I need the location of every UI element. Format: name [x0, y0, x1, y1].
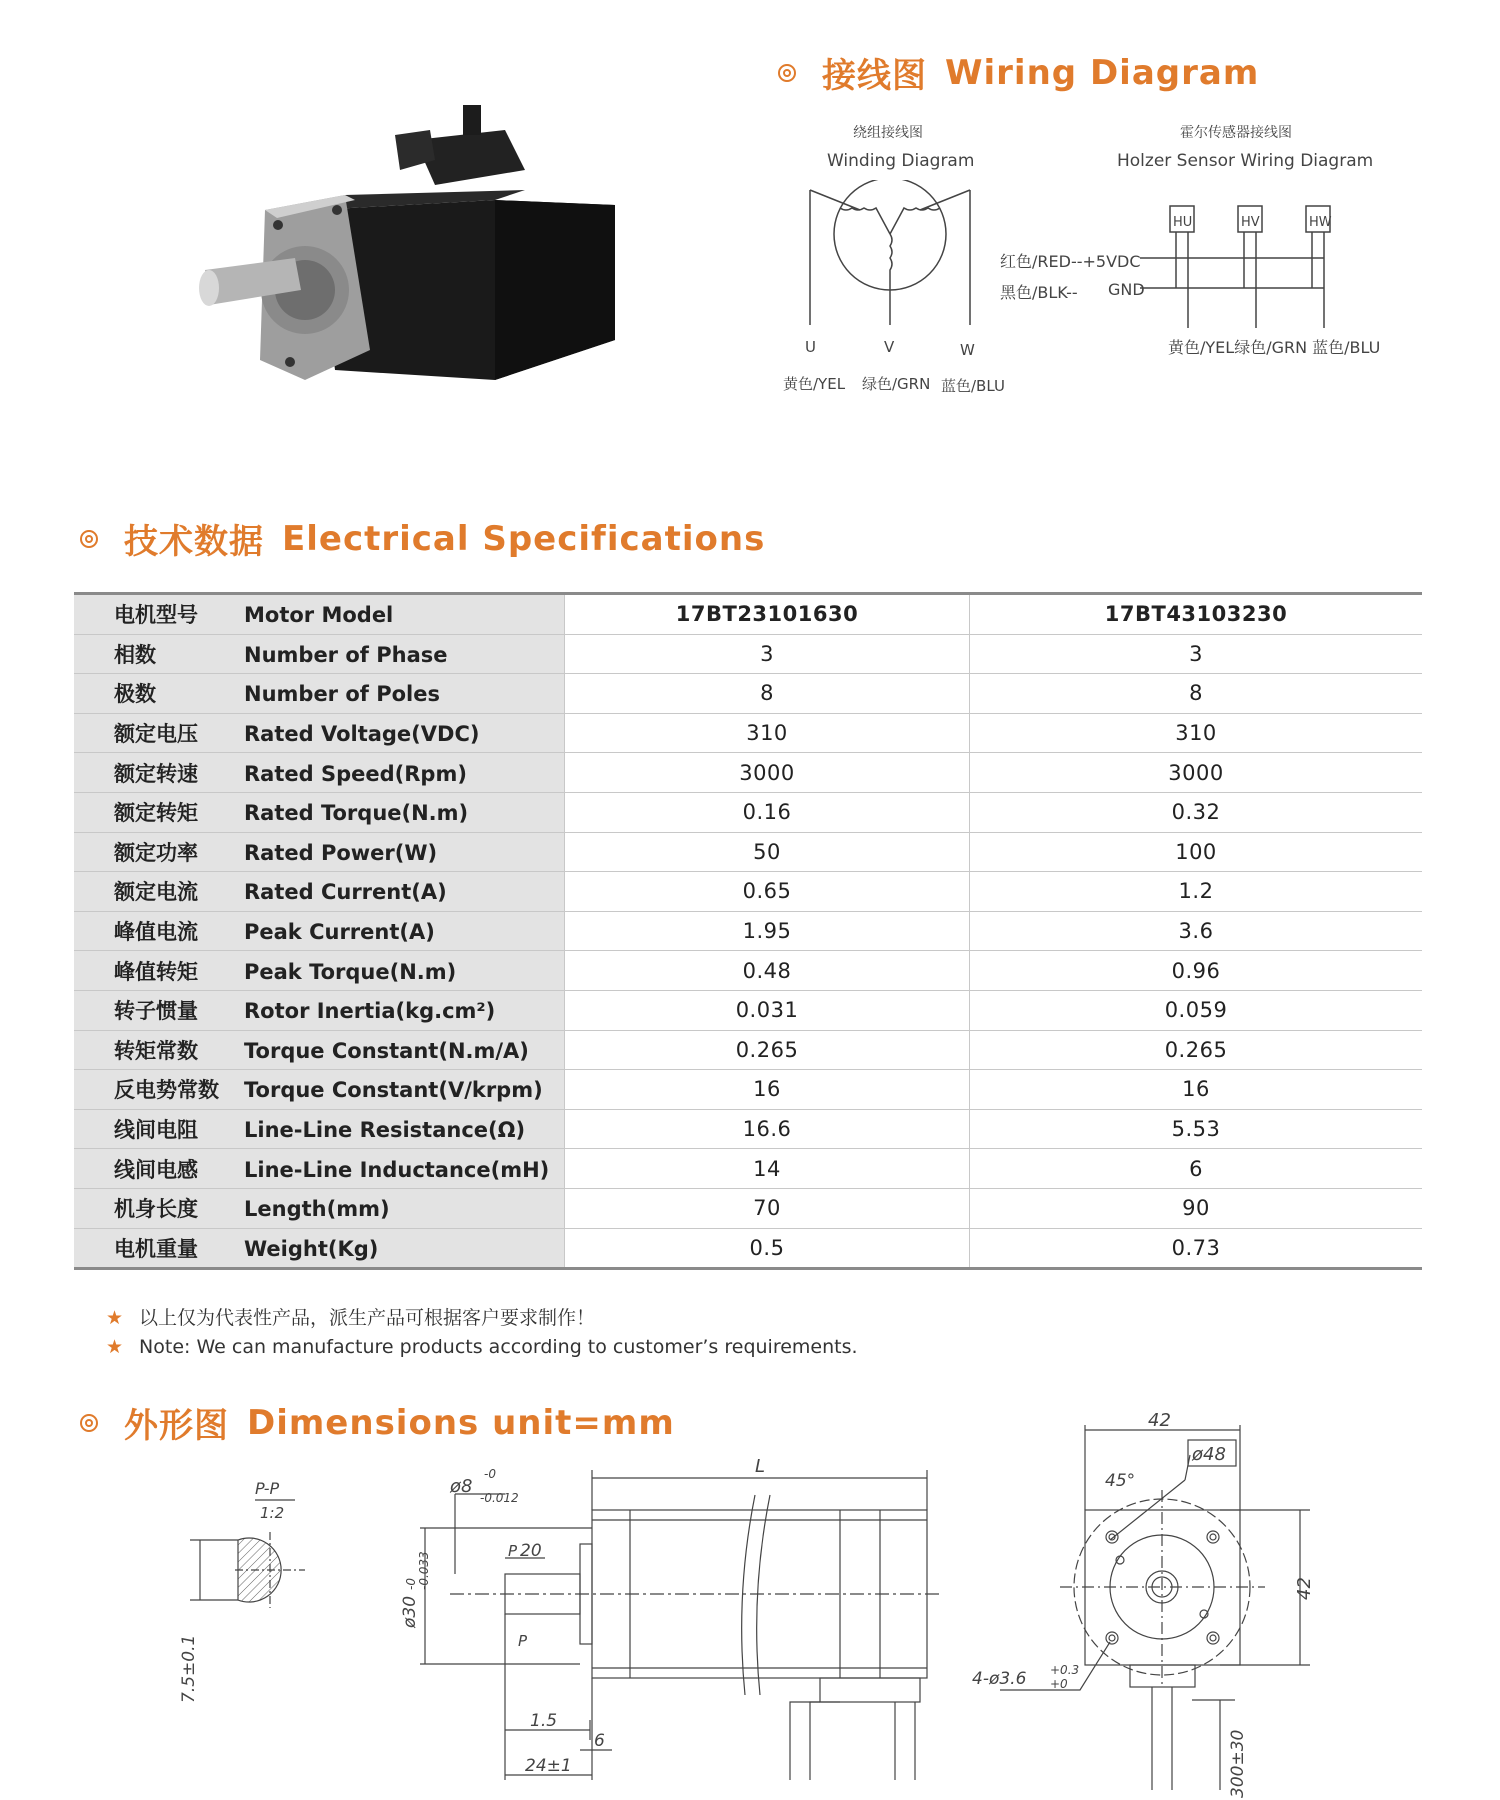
spec-label-en: Peak Current(A) [244, 920, 435, 945]
spec-row [74, 634, 1422, 674]
spec-label-en: Rated Power(W) [244, 840, 438, 865]
spec-label-cn: 反电势常数 [114, 1078, 219, 1103]
spec-value-model1: 70 [565, 1188, 970, 1228]
spec-label-cn: 额定转速 [114, 761, 198, 786]
wiring-heading-en: Wiring Diagram [945, 52, 1260, 93]
spec-label-en: Rated Current(A) [244, 880, 447, 905]
spec-label [74, 713, 565, 753]
spec-label-cn: 线间电感 [114, 1157, 198, 1182]
spec-row [74, 1109, 1422, 1149]
specs-heading-cn: 技术数据 [124, 522, 264, 562]
spec-row [74, 1188, 1422, 1228]
spec-value-model2: 6 [970, 1149, 1423, 1189]
spec-value-model1: 0.48 [565, 951, 970, 991]
spec-value-model1: 16.6 [565, 1109, 970, 1149]
len-6: 6 [594, 1731, 605, 1751]
spec-label-en: Weight(Kg) [244, 1236, 379, 1261]
specs-heading [80, 514, 765, 563]
len-20: 20 [520, 1541, 542, 1561]
spec-value-model1: 14 [565, 1149, 970, 1189]
boss-tol-bot: -0.033 [417, 1551, 431, 1590]
spec-value-model2: 3 [970, 634, 1423, 674]
star-icon: ★ [106, 1336, 124, 1358]
spec-label [74, 1030, 565, 1070]
p-label-bot: P [518, 1632, 528, 1650]
spec-value-model1: 0.16 [565, 792, 970, 832]
pp-label: P-P [255, 1479, 280, 1498]
spec-row [74, 990, 1422, 1030]
boss-dia: ø30 [400, 1595, 420, 1628]
spec-label-en: Number of Phase [244, 642, 448, 667]
spec-value-model1: 1.95 [565, 911, 970, 951]
spec-value-model2: 3000 [970, 753, 1423, 793]
bolt-circle: ø48 [1192, 1444, 1226, 1465]
spec-label [74, 1228, 565, 1269]
spec-value-model1: 8 [565, 674, 970, 714]
holes-label: 4-ø3.6 [972, 1669, 1027, 1689]
spec-label [74, 832, 565, 872]
sensor-title-en: Holzer Sensor Wiring Diagram [1117, 151, 1374, 171]
spec-label [74, 1109, 565, 1149]
spec-value-model2: 5.53 [970, 1109, 1423, 1149]
winding-title-cn: 绕组接线图 [853, 125, 923, 141]
spec-row [74, 951, 1422, 991]
spec-label-cn: 线间电阻 [114, 1118, 198, 1143]
bullet-icon [778, 64, 796, 82]
spec-label-cn: 极数 [114, 682, 156, 707]
bullet-icon [80, 530, 98, 548]
spec-value-model1: 50 [565, 832, 970, 872]
spec-label-cn: 峰值电流 [114, 920, 198, 945]
red-line-label: 红色/RED--+5VDC [1000, 252, 1141, 271]
spec-row [74, 911, 1422, 951]
spec-label-cn: 机身长度 [114, 1197, 198, 1222]
spec-label [74, 1149, 565, 1189]
shaft-section-drawing [160, 1470, 320, 1720]
spec-row [74, 753, 1422, 793]
spec-label-cn: 电机型号 [114, 603, 198, 628]
spec-value-model2: 0.73 [970, 1228, 1423, 1269]
spec-label [74, 911, 565, 951]
u-color: 黄色/YEL [783, 375, 846, 393]
phase-u: U [805, 338, 816, 356]
spec-value-model2: 16 [970, 1070, 1423, 1110]
len-24: 24±1 [525, 1756, 572, 1776]
spec-value-model2: 17BT43103230 [970, 594, 1423, 635]
hv-label: HV [1241, 215, 1260, 230]
dimensions-heading [80, 1398, 675, 1447]
phase-v: V [884, 338, 895, 356]
spec-value-model2: 310 [970, 713, 1423, 753]
spec-value-model1: 16 [565, 1070, 970, 1110]
shaft-dia: ø8 [450, 1476, 473, 1497]
hu-label: HU [1173, 215, 1193, 230]
hw-label: HW [1309, 215, 1332, 230]
spec-value-model2: 100 [970, 832, 1423, 872]
spec-value-model1: 3000 [565, 753, 970, 793]
front-view-drawing [960, 1410, 1320, 1800]
spec-row [74, 1030, 1422, 1070]
wiring-heading [778, 48, 1259, 97]
spec-label-cn: 相数 [114, 642, 156, 667]
len-1-5: 1.5 [530, 1711, 558, 1731]
phase-w: W [960, 341, 975, 359]
winding-diagram [800, 180, 980, 330]
spec-label-en: Peak Torque(N.m) [244, 959, 457, 984]
spec-value-model2: 0.32 [970, 792, 1423, 832]
specs-heading-en: Electrical Specifications [282, 518, 766, 559]
spec-label [74, 990, 565, 1030]
width-42-side: 42 [1294, 1577, 1315, 1600]
spec-value-model2: 0.96 [970, 951, 1423, 991]
spec-label-en: Line-Line Resistance(Ω) [244, 1118, 526, 1143]
angle-label: 45° [1105, 1471, 1136, 1491]
spec-label [74, 951, 565, 991]
spec-value-model2: 8 [970, 674, 1423, 714]
star-icon: ★ [106, 1307, 124, 1329]
spec-row [74, 1070, 1422, 1110]
spec-value-model1: 17BT23101630 [565, 594, 970, 635]
spec-label-en: Rated Speed(Rpm) [244, 761, 467, 786]
spec-row [74, 1149, 1422, 1189]
dimensions-heading-en: Dimensions unit=mm [247, 1402, 675, 1443]
spec-value-model2: 0.059 [970, 990, 1423, 1030]
spec-value-model1: 0.5 [565, 1228, 970, 1269]
spec-label [74, 872, 565, 912]
spec-row [74, 713, 1422, 753]
spec-value-model1: 3 [565, 634, 970, 674]
shaft-tol-bot: -0.012 [480, 1491, 519, 1505]
spec-label-cn: 额定功率 [114, 840, 198, 865]
scale-label: 1:2 [260, 1504, 285, 1522]
wiring-heading-cn: 接线图 [822, 56, 927, 96]
spec-label [74, 594, 565, 635]
shaft-tol-top: -0 [484, 1467, 496, 1481]
motor-photo [195, 100, 635, 430]
spec-row [74, 1228, 1422, 1269]
bullet-icon [80, 1414, 98, 1432]
width-42-top: 42 [1148, 1410, 1171, 1431]
spec-label-en: Number of Poles [244, 682, 440, 707]
v-color: 绿色/GRN [862, 375, 931, 393]
spec-label-en: Torque Constant(N.m/A) [244, 1038, 529, 1063]
spec-label-en: Rated Torque(N.m) [244, 801, 469, 826]
spec-label-en: Torque Constant(V/krpm) [244, 1078, 543, 1103]
spec-label [74, 674, 565, 714]
spec-label-cn: 额定电流 [114, 880, 198, 905]
side-view-drawing [380, 1450, 940, 1790]
spec-label-en: Rotor Inertia(kg.cm²) [244, 999, 496, 1024]
spec-value-model2: 0.265 [970, 1030, 1423, 1070]
dimensions-heading-cn: 外形图 [124, 1406, 229, 1446]
spec-value-model2: 1.2 [970, 872, 1423, 912]
holes-tol-top: +0.3 [1050, 1663, 1080, 1677]
spec-value-model1: 310 [565, 713, 970, 753]
note-cn: ★ 以上仅为代表性产品，派生产品可根据客户要求制作！ [106, 1307, 596, 1329]
spec-row [74, 832, 1422, 872]
spec-label [74, 634, 565, 674]
len-L: L [755, 1456, 766, 1477]
spec-label [74, 753, 565, 793]
spec-value-model2: 3.6 [970, 911, 1423, 951]
blk-line-label: 黑色/BLK-- [1000, 283, 1078, 302]
spec-label [74, 1188, 565, 1228]
spec-row [74, 872, 1422, 912]
spec-row [74, 792, 1422, 832]
spec-row [74, 674, 1422, 714]
spec-label [74, 792, 565, 832]
spec-label-cn: 峰值转矩 [114, 959, 198, 984]
spec-label-en: Motor Model [244, 603, 394, 628]
spec-label-cn: 转子惯量 [114, 999, 198, 1024]
w-color: 蓝色/BLU [941, 377, 1005, 395]
spec-label-en: Length(mm) [244, 1197, 390, 1222]
gnd-label: GND [1108, 280, 1145, 299]
spec-label-en: Rated Voltage(VDC) [244, 722, 480, 747]
spec-label-cn: 额定电压 [114, 722, 198, 747]
spec-label-cn: 电机重量 [114, 1236, 198, 1261]
cable-len: 300±30 [1228, 1729, 1248, 1798]
sensor-colors: 黄色/YEL绿色/GRN 蓝色/BLU [1168, 338, 1381, 357]
boss-tol: -0 [404, 1578, 418, 1590]
spec-label [74, 1070, 565, 1110]
hall-sensor-diagram [1140, 200, 1350, 330]
spec-value-model1: 0.65 [565, 872, 970, 912]
p-label-top: P [508, 1542, 518, 1560]
note-en: ★ Note: We can manufacture products according to customer’s requirements. [106, 1336, 858, 1358]
flat-dim: 7.5±0.1 [179, 1634, 199, 1703]
spec-value-model1: 0.265 [565, 1030, 970, 1070]
spec-table [74, 592, 1422, 1270]
spec-value-model2: 90 [970, 1188, 1423, 1228]
sensor-title-cn: 霍尔传感器接线图 [1180, 125, 1292, 141]
holes-tol-bot: +0 [1050, 1677, 1068, 1691]
spec-value-model1: 0.031 [565, 990, 970, 1030]
winding-title-en: Winding Diagram [827, 151, 975, 171]
spec-row [74, 594, 1422, 635]
spec-label-cn: 转矩常数 [114, 1038, 198, 1063]
spec-label-en: Line-Line Inductance(mH) [244, 1157, 550, 1182]
spec-label-cn: 额定转矩 [114, 801, 198, 826]
